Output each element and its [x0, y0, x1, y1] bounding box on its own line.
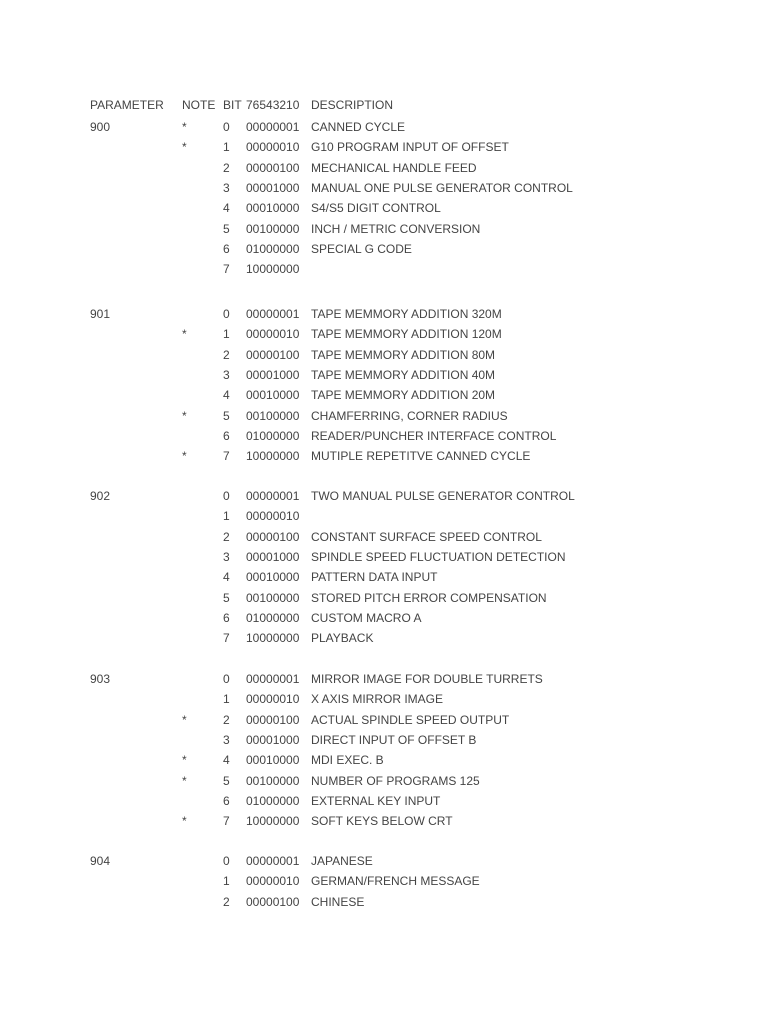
bit-cell: 0	[223, 489, 230, 503]
description-cell: ACTUAL SPINDLE SPEED OUTPUT	[311, 712, 510, 727]
bit-cell: 0	[223, 854, 230, 868]
description-cell: SOFT KEYS BELOW CRT	[311, 814, 453, 829]
note-cell: *	[182, 712, 187, 727]
bit-cell: 2	[223, 529, 230, 544]
description-cell: MUTIPLE REPETITVE CANNED CYCLE	[311, 449, 531, 464]
bits-cell: 00001000	[246, 368, 300, 383]
description-cell: CHINESE	[311, 894, 365, 909]
description-cell: TAPE MEMMORY ADDITION 20M	[311, 388, 496, 403]
bit-cell: 1	[223, 509, 230, 524]
bits-cell: 01000000	[246, 794, 300, 809]
table-row	[0, 324, 768, 344]
bit-cell: 3	[223, 550, 230, 565]
bit-cell: 1	[223, 874, 230, 889]
table-row	[0, 178, 768, 198]
table-row	[0, 750, 768, 770]
description-cell: NUMBER OF PROGRAMS 125	[311, 773, 480, 788]
description-cell: G10 PROGRAM INPUT OF OFFSET	[311, 140, 509, 155]
bit-cell: 5	[223, 408, 230, 423]
table-row	[0, 117, 768, 137]
table-row	[0, 365, 768, 385]
bits-cell: 00000010	[246, 692, 300, 707]
bits-cell: 00000010	[246, 327, 300, 342]
table-row	[0, 892, 768, 912]
note-cell: *	[182, 408, 187, 423]
bit-cell: 7	[223, 262, 230, 277]
description-cell: MECHANICAL HANDLE FEED	[311, 160, 477, 175]
bits-cell: 00000100	[246, 712, 300, 727]
bits-cell: 00100000	[246, 590, 300, 605]
table-row	[0, 219, 768, 239]
bits-cell: 00000100	[246, 160, 300, 175]
description-cell: CONSTANT SURFACE SPEED CONTROL	[311, 529, 542, 544]
parameter-cell: 901	[90, 307, 111, 321]
note-cell: *	[182, 449, 187, 464]
description-cell: TAPE MEMMORY ADDITION 40M	[311, 368, 496, 383]
bit-cell: 3	[223, 181, 230, 196]
table-row	[0, 851, 768, 871]
description-cell: MDI EXEC. B	[311, 753, 384, 768]
bits-cell: 01000000	[246, 611, 300, 626]
bit-cell: 2	[223, 712, 230, 727]
table-row	[0, 669, 768, 689]
bit-cell: 2	[223, 347, 230, 362]
bit-cell: 2	[223, 160, 230, 175]
description-cell: SPINDLE SPEED FLUCTUATION DETECTION	[311, 550, 566, 565]
description-cell: PATTERN DATA INPUT	[311, 570, 438, 585]
bit-cell: 4	[223, 388, 230, 403]
description-cell: DIRECT INPUT OF OFFSET B	[311, 733, 477, 748]
description-cell: S4/S5 DIGIT CONTROL	[311, 201, 441, 216]
header-bit: BIT	[223, 98, 242, 112]
bits-cell: 01000000	[246, 429, 300, 444]
table-row	[0, 567, 768, 587]
bits-cell: 00000010	[246, 874, 300, 889]
description-cell: MANUAL ONE PULSE GENERATOR CONTROL	[311, 181, 573, 196]
bits-cell: 00000001	[246, 854, 300, 868]
bit-cell: 0	[223, 307, 230, 321]
description-cell: TAPE MEMMORY ADDITION 320M	[311, 307, 502, 321]
bit-cell: 5	[223, 590, 230, 605]
note-cell: *	[182, 814, 187, 829]
bits-cell: 01000000	[246, 242, 300, 257]
bits-cell: 00010000	[246, 201, 300, 216]
table-row	[0, 791, 768, 811]
bit-cell: 7	[223, 814, 230, 829]
bits-cell: 10000000	[246, 814, 300, 829]
note-cell: *	[182, 773, 187, 788]
table-row	[0, 547, 768, 567]
bits-cell: 00000010	[246, 140, 300, 155]
bits-cell: 00000100	[246, 529, 300, 544]
parameter-cell: 904	[90, 854, 111, 868]
description-cell: PLAYBACK	[311, 631, 374, 646]
bits-cell: 00100000	[246, 221, 300, 236]
bit-cell: 5	[223, 221, 230, 236]
bits-cell: 10000000	[246, 631, 300, 646]
table-row	[0, 486, 768, 506]
description-cell: TWO MANUAL PULSE GENERATOR CONTROL	[311, 489, 575, 503]
description-cell: SPECIAL G CODE	[311, 242, 412, 257]
table-row	[0, 689, 768, 709]
bit-cell: 1	[223, 140, 230, 155]
table-row	[0, 446, 768, 466]
bit-cell: 0	[223, 672, 230, 686]
bits-cell: 00010000	[246, 388, 300, 403]
table-row	[0, 628, 768, 648]
bit-cell: 6	[223, 429, 230, 444]
bits-cell: 00000010	[246, 509, 300, 524]
bit-cell: 1	[223, 327, 230, 342]
bits-cell: 00001000	[246, 550, 300, 565]
table-row	[0, 406, 768, 426]
description-cell: READER/PUNCHER INTERFACE CONTROL	[311, 429, 557, 444]
bits-cell: 00000001	[246, 672, 300, 686]
header-description: DESCRIPTION	[311, 98, 394, 112]
bits-cell: 10000000	[246, 449, 300, 464]
bits-cell: 00000100	[246, 347, 300, 362]
table-row	[0, 137, 768, 157]
table-row	[0, 710, 768, 730]
bit-cell: 0	[223, 120, 230, 134]
description-cell: STORED PITCH ERROR COMPENSATION	[311, 590, 547, 605]
bit-cell: 4	[223, 570, 230, 585]
description-cell: CUSTOM MACRO A	[311, 611, 422, 626]
bits-cell: 00010000	[246, 570, 300, 585]
note-cell: *	[182, 753, 187, 768]
bits-cell: 00000001	[246, 307, 300, 321]
description-cell: MIRROR IMAGE FOR DOUBLE TURRETS	[311, 672, 543, 686]
table-row	[0, 771, 768, 791]
table-row	[0, 198, 768, 218]
bit-cell: 7	[223, 449, 230, 464]
description-cell: GERMAN/FRENCH MESSAGE	[311, 874, 480, 889]
description-cell: CHAMFERRING, CORNER RADIUS	[311, 408, 508, 423]
bit-cell: 6	[223, 611, 230, 626]
bit-cell: 6	[223, 794, 230, 809]
bits-cell: 00001000	[246, 181, 300, 196]
note-cell: *	[182, 120, 187, 134]
table-row	[0, 259, 768, 279]
bit-cell: 7	[223, 631, 230, 646]
parameter-cell: 902	[90, 489, 111, 503]
description-cell: TAPE MEMMORY ADDITION 80M	[311, 347, 496, 362]
bits-cell: 00010000	[246, 753, 300, 768]
header-note: NOTE	[182, 98, 216, 112]
bit-cell: 5	[223, 773, 230, 788]
description-cell: JAPANESE	[311, 854, 373, 868]
bit-cell: 2	[223, 894, 230, 909]
bit-cell: 3	[223, 368, 230, 383]
table-row	[0, 158, 768, 178]
table-row	[0, 588, 768, 608]
note-cell: *	[182, 327, 187, 342]
description-cell: X AXIS MIRROR IMAGE	[311, 692, 444, 707]
bit-cell: 1	[223, 692, 230, 707]
table-row	[0, 345, 768, 365]
table-header-row	[0, 95, 768, 115]
bits-cell: 00100000	[246, 773, 300, 788]
table-row	[0, 871, 768, 891]
description-cell: CANNED CYCLE	[311, 120, 406, 134]
bits-cell: 00100000	[246, 408, 300, 423]
note-cell: *	[182, 140, 187, 155]
table-row	[0, 239, 768, 259]
description-cell: TAPE MEMMORY ADDITION 120M	[311, 327, 502, 342]
table-row	[0, 385, 768, 405]
bit-cell: 4	[223, 201, 230, 216]
bits-cell: 00000100	[246, 894, 300, 909]
table-row	[0, 730, 768, 750]
parameter-cell: 903	[90, 672, 111, 686]
bit-cell: 4	[223, 753, 230, 768]
table-row	[0, 527, 768, 547]
table-row	[0, 304, 768, 324]
table-row	[0, 506, 768, 526]
bits-cell: 00000001	[246, 489, 300, 503]
bit-cell: 3	[223, 733, 230, 748]
table-row	[0, 608, 768, 628]
header-bits: 76543210	[246, 98, 300, 112]
bits-cell: 00001000	[246, 733, 300, 748]
description-cell: INCH / METRIC CONVERSION	[311, 221, 481, 236]
parameter-cell: 900	[90, 120, 111, 134]
table-row	[0, 426, 768, 446]
header-parameter: PARAMETER	[90, 98, 164, 112]
table-row	[0, 811, 768, 831]
description-cell: EXTERNAL KEY INPUT	[311, 794, 441, 809]
bit-cell: 6	[223, 242, 230, 257]
bits-cell: 00000001	[246, 120, 300, 134]
bits-cell: 10000000	[246, 262, 300, 277]
